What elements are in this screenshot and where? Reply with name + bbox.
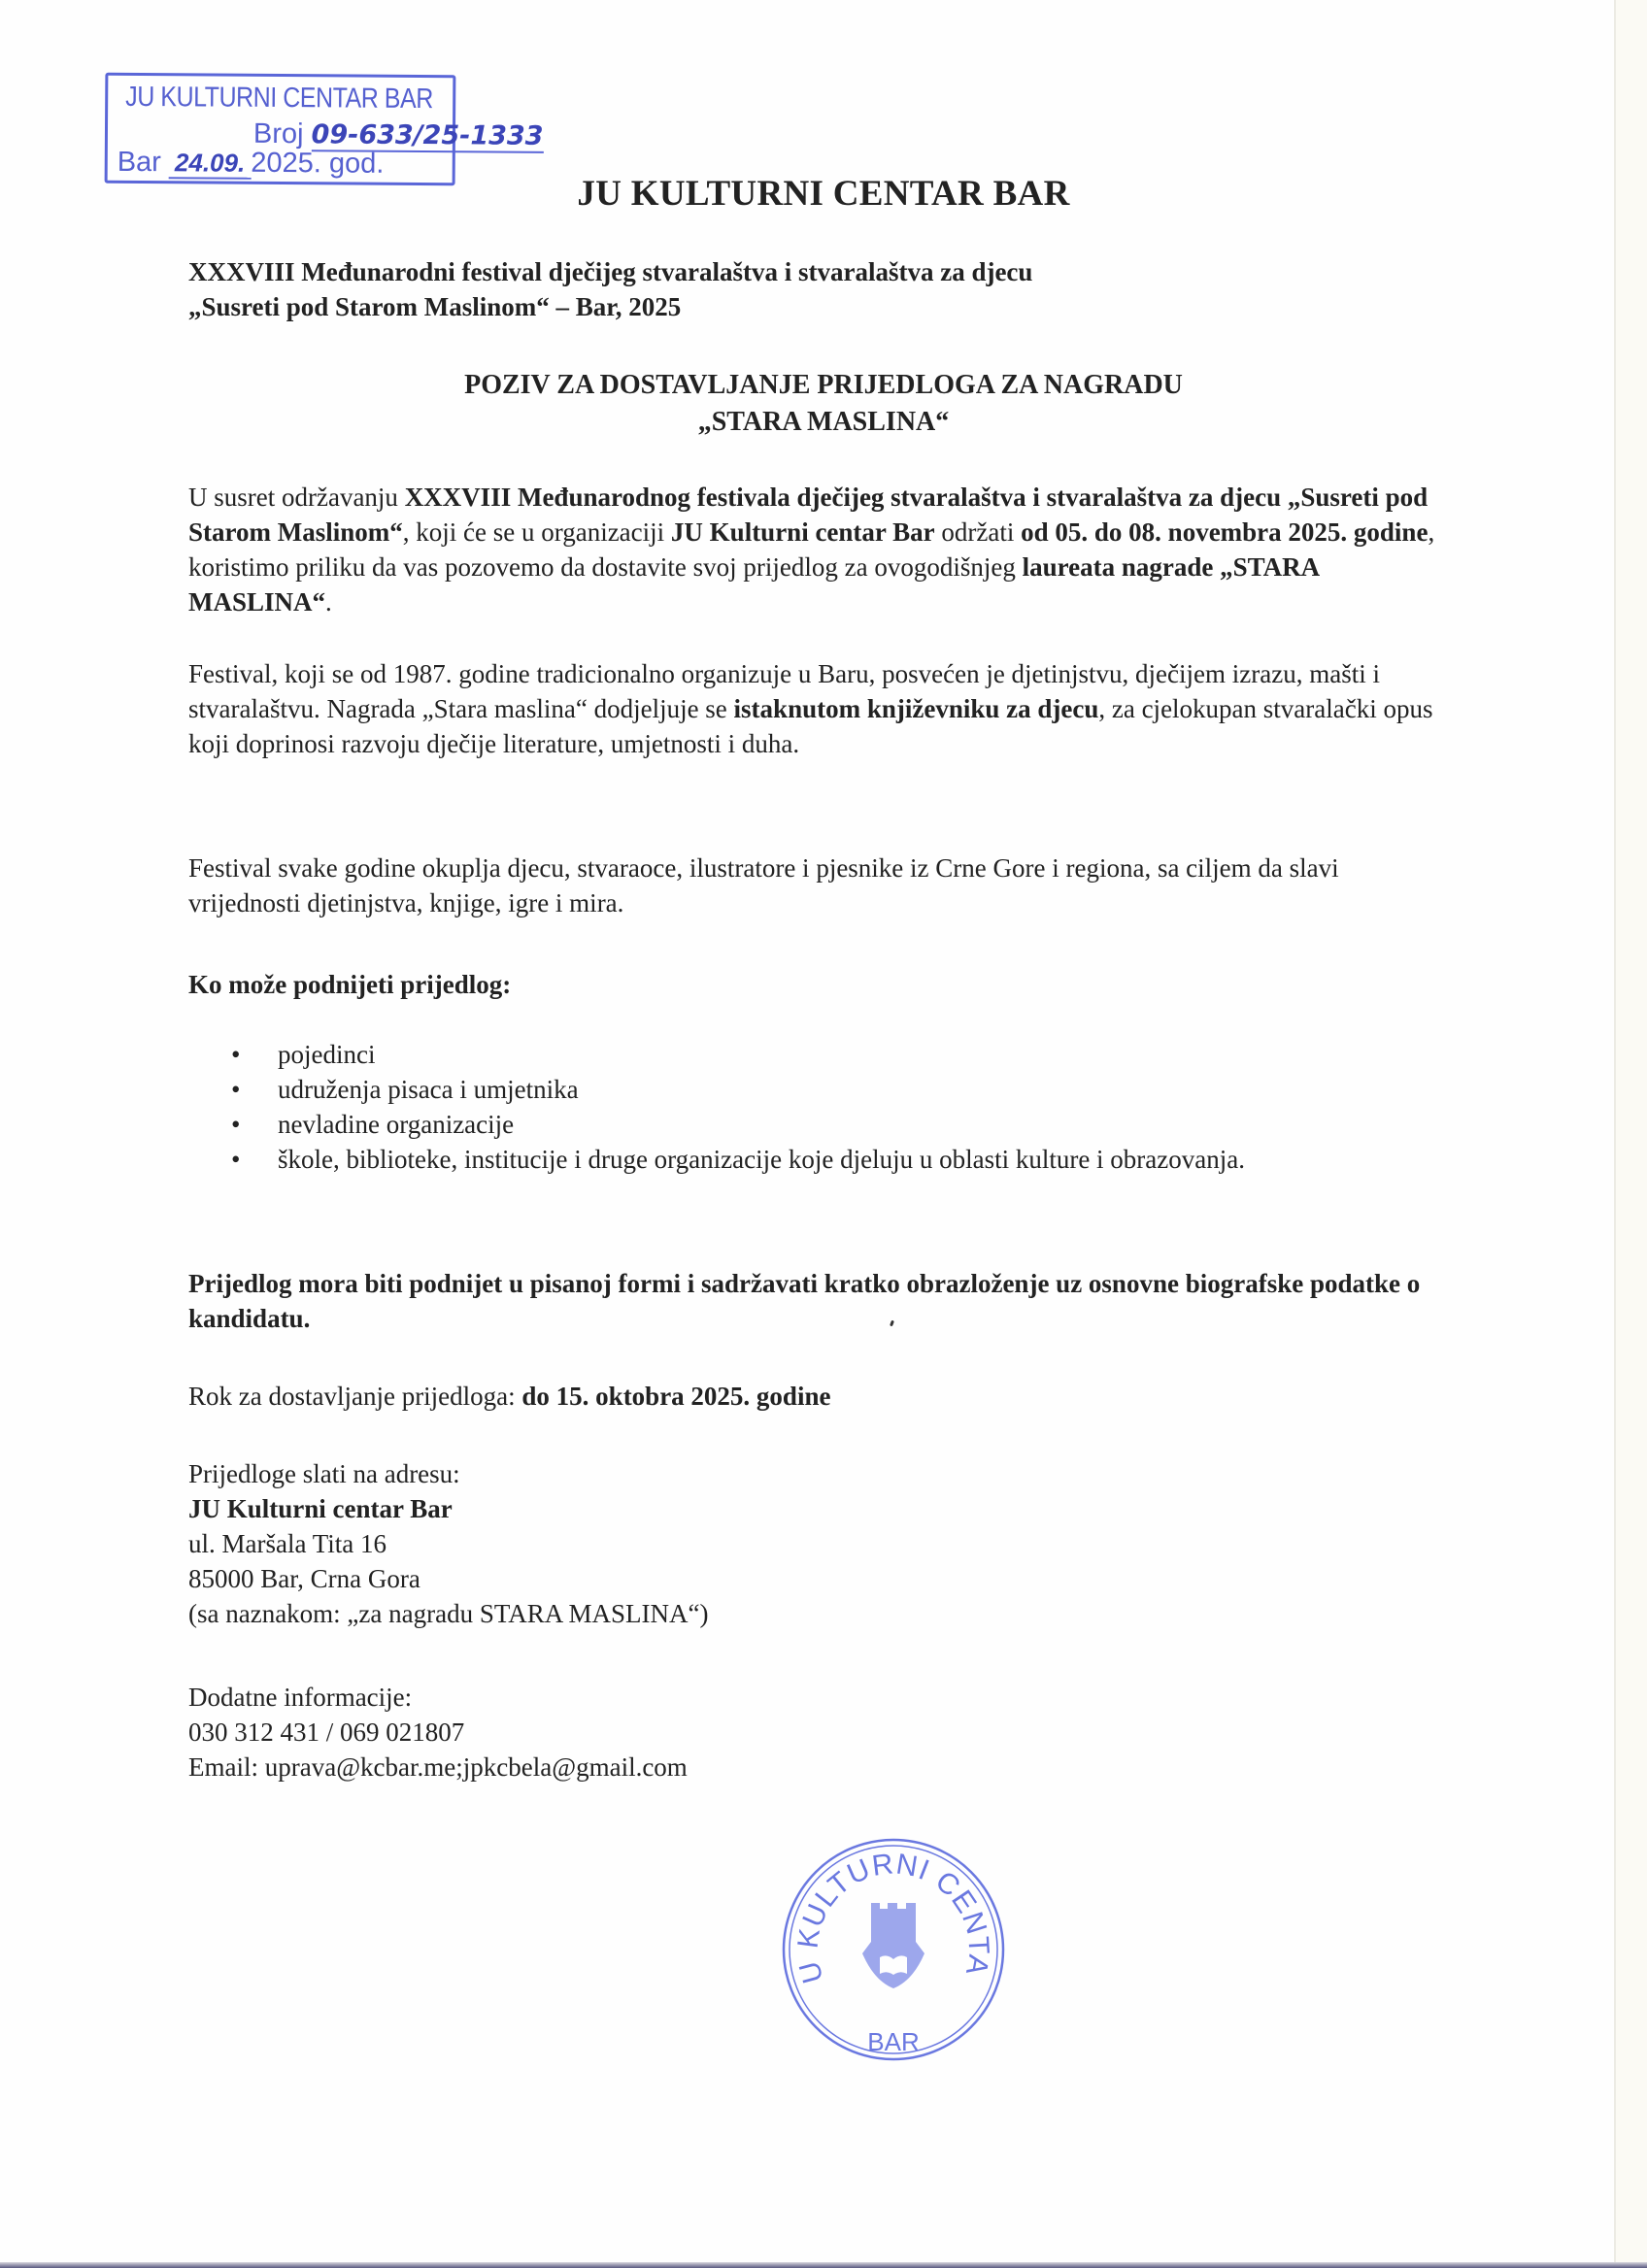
eligibility-heading: Ko može podnijeti prijedlog: — [188, 970, 512, 999]
festival-title — [188, 254, 1032, 324]
eligibility-list — [188, 1037, 1451, 1177]
requirement-paragraph — [188, 1266, 1451, 1336]
deadline-value: do 15. oktobra 2025. godine — [521, 1382, 831, 1411]
festival-title-line1: XXXVIII Međunarodni festival dječijeg stvaralaštva i stvaralaštva za djecu — [188, 257, 1033, 286]
festival-name-bold: XXXVIII Međunarodnog festivala dječijeg stvaralaštva i stvaralaštva za djecu „Susreti pod Starom Maslinom“ — [188, 483, 1429, 547]
address-street: ul. Maršala Tita 16 — [188, 1529, 387, 1558]
scan-edge — [0, 2262, 1647, 2268]
official-seal — [777, 1833, 1010, 2066]
registry-date-value: 24.09. — [169, 148, 252, 180]
intro-text-2: , koji će se u organizaciji — [402, 517, 671, 547]
registry-number-label: Broj — [252, 117, 304, 150]
seal-bottom-text: BAR — [867, 2027, 920, 2056]
festival-paragraph — [188, 656, 1451, 761]
award-name-bold: laureata nagrade „STARA MASLINA“ — [188, 552, 1319, 617]
gathering-paragraph — [188, 850, 1451, 920]
intro-paragraph — [188, 480, 1451, 619]
org-title: JU KULTURNI CENTAR BAR — [577, 174, 1070, 214]
intro-text-1: U susret održavanju — [188, 483, 405, 512]
festival-text-2: , za cjelokupan stvaralački opus koji doprinosi razvoju dječije literature, umjetnosti i duha. — [188, 694, 1433, 758]
contact-heading: Dodatne informacije: — [188, 1683, 413, 1712]
registry-year-suffix: god. — [328, 148, 385, 180]
festival-title-line2: „Susreti pod Starom Maslinom“ – Bar, 2025 — [188, 292, 682, 321]
list-item: • nevladine organizacije — [188, 1107, 1451, 1142]
deadline-label: Rok za dostavljanje prijedloga: — [188, 1382, 522, 1411]
registry-stamp-institution: JU KULTURNI CENTAR BAR — [125, 81, 433, 116]
intro-text-5: . — [325, 587, 332, 617]
list-item: • pojedinci — [188, 1037, 1451, 1072]
contact-emails[interactable]: uprava@kcbar.me;jpkcbela@gmail.com — [264, 1752, 688, 1782]
address-intro: Prijedloge slati na adresu: — [188, 1459, 460, 1488]
contact-email-label: Email: — [188, 1752, 265, 1782]
eligibility-section — [188, 967, 1451, 1177]
seal-arc-text: U KULTURNI CENTA — [791, 1848, 995, 1987]
registry-year: 2025. — [251, 147, 321, 180]
intro-text-3: održati — [934, 517, 1022, 547]
festival-text-1: Festival, koji se od 1987. godine tradicionalno organizuje u Baru, posvećen je djetinjstvu, dječijem izrazu, mašti i stvaralaštvu. Nagrada „Stara maslina“ dodjeljuje se — [188, 659, 1380, 723]
seal-graphic — [777, 1833, 1010, 2066]
registry-stamp — [105, 73, 544, 186]
address-note: (sa naznakom: „za nagradu STARA MASLINA“) — [188, 1599, 709, 1628]
contact-block — [188, 1680, 1451, 1784]
registry-number-value: 09-633/25-1333 — [311, 119, 544, 151]
requirement-text: Prijedlog mora biti podnijet u pisanoj formi i sadržavati kratko obrazloženje uz osnovne biografske podatke o kandidatu. — [188, 1269, 1421, 1333]
intro-text-4: , koristimo priliku da vas pozovemo da dostavite svoj prijedlog za ovogodišnjeg — [188, 517, 1435, 582]
deadline-line — [188, 1379, 1451, 1414]
call-title-line1: POZIV ZA DOSTAVLJANJE PRIJEDLOGA ZA NAGRADU — [464, 370, 1183, 400]
list-item: • škole, biblioteke, institucije i druge organizacije koje djeluju u oblasti kulture i obrazovanja. — [188, 1142, 1346, 1177]
award-recipient-bold: istaknutom književniku za djecu — [733, 694, 1099, 723]
organizer-bold: JU Kulturni centar Bar — [670, 517, 935, 547]
contact-phones: 030 312 431 / 069 021807 — [188, 1718, 465, 1747]
gathering-text: Festival svake godine okuplja djecu, stvaraoce, ilustratore i pjesnike iz Crne Gore i regiona, sa ciljem da slavi vrijednosti djetinjstva, knjige, igre i mira. — [188, 853, 1339, 917]
tower-book-emblem-icon — [862, 1903, 924, 1988]
address-city: 85000 Bar, Crna Gora — [188, 1564, 420, 1593]
address-name: JU Kulturni centar Bar — [188, 1494, 453, 1523]
call-title — [0, 367, 1647, 441]
registry-place-label: Bar — [117, 146, 162, 179]
list-item: • udruženja pisaca i umjetnika — [188, 1072, 1451, 1107]
festival-dates-bold: od 05. do 08. novembra 2025. godine — [1021, 517, 1429, 547]
call-title-line2: „STARA MASLINA“ — [697, 407, 950, 437]
address-block — [188, 1456, 1451, 1631]
